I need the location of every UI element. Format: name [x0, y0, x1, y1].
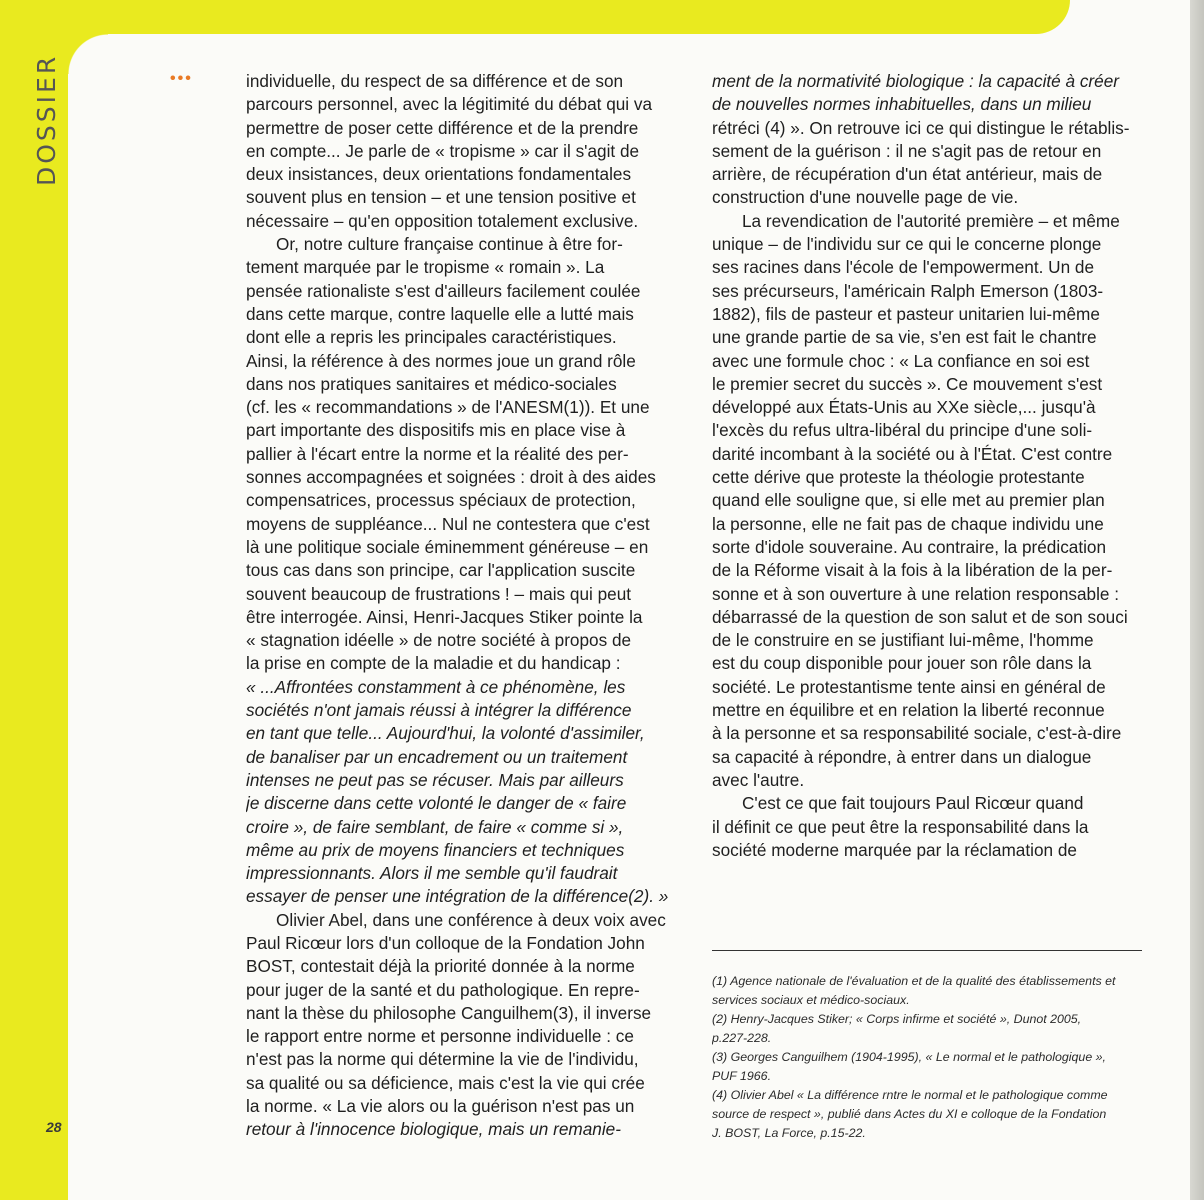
footnote-line: source de respect », publié dans Actes du XI e colloque de la Fondation	[712, 1107, 1107, 1121]
text-line: moyens de suppléance... Nul ne contestera que c'est	[246, 513, 650, 534]
top-band	[0, 0, 1070, 34]
text-line: de banaliser par un encadrement ou un traitement	[246, 746, 628, 767]
footnote-line: (2) Henry-Jacques Stiker; « Corps infirme et société », Dunot 2005,	[712, 1012, 1082, 1026]
text-line: de nouvelles normes inhabituelles, dans un milieu	[712, 94, 1092, 115]
text-line: à la personne et sa responsabilité sociale, c'est-à-dire	[712, 723, 1122, 744]
footnote-line: (4) Olivier Abel « La différence rntre le normal et le pathologique comme	[712, 1088, 1108, 1102]
text-line: pallier à l'écart entre la norme et la réalité des per-	[246, 443, 629, 464]
text-line: pensée rationaliste s'est d'ailleurs facilement coulée	[246, 280, 641, 301]
text-line: dont elle a repris les principales caractéristiques.	[246, 327, 617, 348]
text-line: mettre en équilibre et en relation la liberté reconnue	[712, 700, 1105, 721]
text-line: de la Réforme visait à la fois à la libération de la per-	[712, 560, 1113, 581]
text-line: la prise en compte de la maladie et du handicap :	[246, 653, 621, 674]
text-line: BOST, contestait déjà la priorité donnée à la norme	[246, 956, 635, 977]
text-line: ment de la normativité biologique : la capacité à créer	[712, 71, 1119, 91]
text-line: intenses ne peut pas se récuser. Mais par ailleurs	[246, 769, 624, 790]
text-line: sa capacité à répondre, à entrer dans un dialogue	[712, 746, 1092, 767]
text-line: sonnes accompagnées et soignées : droit à des aides	[246, 467, 656, 488]
text-line: dans cette marque, contre laquelle elle a lutté mais	[246, 303, 634, 324]
page-edge	[1190, 0, 1204, 1200]
text-line: pour juger de la santé et du pathologique. En repre-	[246, 979, 640, 1000]
text-line: l'excès du refus ultra-libéral du principe d'une soli-	[712, 420, 1093, 441]
right-column	[712, 70, 1148, 862]
text-line: (cf. les « recommandations » de l'ANESM(1)). Et une	[246, 397, 650, 418]
page-number: 28	[46, 1119, 62, 1135]
text-line: avec l'autre.	[712, 769, 805, 790]
text-line: croire », de faire semblant, de faire « comme si »,	[246, 816, 624, 837]
text-line: en tant que telle... Aujourd'hui, la volonté d'assimiler,	[246, 723, 645, 744]
text-line: souvent plus en tension – et une tension positive et	[246, 187, 636, 208]
text-line: sociétés n'ont jamais réussi à intégrer la différence	[246, 700, 632, 721]
text-line: tous cas dans son principe, car l'application suscite	[246, 560, 636, 581]
text-line: souvent beaucoup de frustrations ! – mais qui peut	[246, 583, 632, 604]
footnote-line: p.227-228.	[712, 1031, 772, 1045]
text-line: darité incombant à la société ou à l'État. C'est contre	[712, 443, 1113, 464]
footnote-line: services sociaux et médico-sociaux.	[712, 993, 910, 1007]
text-line: là une politique sociale éminemment généreuse – en	[246, 536, 649, 557]
text-line: en compte... Je parle de « tropisme » car il s'agit de	[246, 140, 640, 161]
text-line: développé aux États-Unis au XXe siècle,... jusqu'à	[712, 397, 1096, 418]
text-line: individuelle, du respect de sa différence et de son	[246, 71, 624, 91]
text-line: sement de la guérison : il ne s'agit pas de retour en	[712, 140, 1102, 161]
text-line: deux insistances, deux orientations fondamentales	[246, 164, 632, 185]
text-line: rétréci (4) ». On retrouve ici ce qui distingue le rétablis-	[712, 117, 1130, 138]
text-line: arrière, de récupération d'un état antérieur, mais de	[712, 164, 1103, 185]
text-line: la personne, elle ne fait pas de chaque individu une	[712, 513, 1104, 534]
text-line: je discerne dans cette volonté le danger de « faire	[246, 793, 627, 814]
footnotes	[712, 972, 1152, 1143]
footnote-line: J. BOST, La Force, p.15-22.	[712, 1126, 866, 1140]
text-line: tement marquée par le tropisme « romain ». La	[246, 257, 605, 278]
text-line: ses racines dans l'école de l'empowerment. Un de	[712, 257, 1095, 278]
text-line: le premier secret du succès ». Ce mouvement s'est	[712, 373, 1103, 394]
text-line: C'est ce que fait toujours Paul Ricœur quand	[742, 793, 1084, 814]
text-line: La revendication de l'autorité première – et même	[742, 210, 1120, 231]
text-line: 1882), fils de pasteur et pasteur unitarien lui-même	[712, 303, 1100, 324]
text-line: avec une formule choc : « La confiance en soi est	[712, 350, 1090, 371]
text-line: Olivier Abel, dans une conférence à deux voix avec	[276, 909, 666, 930]
text-line: sonne et à son ouverture à une relation responsable :	[712, 583, 1120, 604]
text-line: débarrassé de la question de son salut et de son souci	[712, 606, 1128, 627]
text-line: retour à l'innocence biologique, mais un remanie-	[246, 1119, 621, 1140]
text-line: essayer de penser une intégration de la différence(2). »	[246, 886, 669, 907]
text-line: unique – de l'individu sur ce qui le concerne plonge	[712, 234, 1102, 255]
footnote-line: PUF 1966.	[712, 1069, 772, 1083]
text-line: Paul Ricœur lors d'un colloque de la Fondation John	[246, 932, 645, 953]
text-line: sa qualité ou sa déficience, mais c'est la vie qui crée	[246, 1072, 645, 1093]
text-line: ses précurseurs, l'américain Ralph Emerson (1803-	[712, 280, 1104, 301]
tab-corner	[68, 34, 108, 74]
text-line: construction d'une nouvelle page de vie.	[712, 187, 1019, 208]
section-label: DOSSIER	[32, 53, 61, 186]
text-line: quand elle souligne que, si elle met au premier plan	[712, 490, 1105, 511]
text-line: est du coup disponible pour jouer son rôle dans la	[712, 653, 1092, 674]
bullet-dots-icon: •••	[170, 70, 193, 87]
left-column	[246, 70, 678, 1142]
text-line: être interrogée. Ainsi, Henri-Jacques Stiker pointe la	[246, 606, 643, 627]
text-line: société moderne marquée par la réclamation de	[712, 839, 1077, 860]
text-line: parcours personnel, avec la légitimité du débat qui va	[246, 94, 653, 115]
text-line: il définit ce que peut être la responsabilité dans la	[712, 816, 1089, 837]
text-line: société. Le protestantisme tente ainsi en général de	[712, 676, 1106, 697]
text-line: une grande partie de sa vie, s'en est fait le chantre	[712, 327, 1097, 348]
text-line: « ...Affrontées constamment à ce phénomène, les	[246, 676, 626, 697]
text-line: Or, notre culture française continue à être for-	[276, 234, 623, 255]
footnote-line: (1) Agence nationale de l'évaluation et de la qualité des établissements et	[712, 974, 1116, 988]
footnote-line: (3) Georges Canguilhem (1904-1995), « Le normal et le pathologique »,	[712, 1050, 1106, 1064]
footnote-rule	[712, 950, 1142, 951]
text-line: la norme. « La vie alors ou la guérison n'est pas un	[246, 1096, 635, 1117]
text-line: dans nos pratiques sanitaires et médico-sociales	[246, 373, 617, 394]
text-line: de le construire en se justifiant lui-même, l'homme	[712, 630, 1094, 651]
text-line: permettre de poser cette différence et de la prendre	[246, 117, 639, 138]
text-line: compensatrices, processus spéciaux de protection,	[246, 490, 636, 511]
text-line: le rapport entre norme et personne individuelle : ce	[246, 1026, 634, 1047]
text-line: sorte d'idole souveraine. Au contraire, la prédication	[712, 536, 1107, 557]
text-line: Ainsi, la référence à des normes joue un grand rôle	[246, 350, 636, 371]
text-line: part importante des dispositifs mis en place vise à	[246, 420, 626, 441]
text-line: nant la thèse du philosophe Canguilhem(3), il inverse	[246, 1002, 652, 1023]
text-line: n'est pas la norme qui détermine la vie de l'individu,	[246, 1049, 639, 1070]
text-line: « stagnation idéelle » de notre société à propos de	[246, 630, 632, 651]
text-line: cette dérive que proteste la théologie protestante	[712, 467, 1085, 488]
text-line: impressionnants. Alors il me semble qu'il faudrait	[246, 863, 618, 884]
text-line: même au prix de moyens financiers et techniques	[246, 839, 625, 860]
text-line: nécessaire – qu'en opposition totalement exclusive.	[246, 210, 639, 231]
